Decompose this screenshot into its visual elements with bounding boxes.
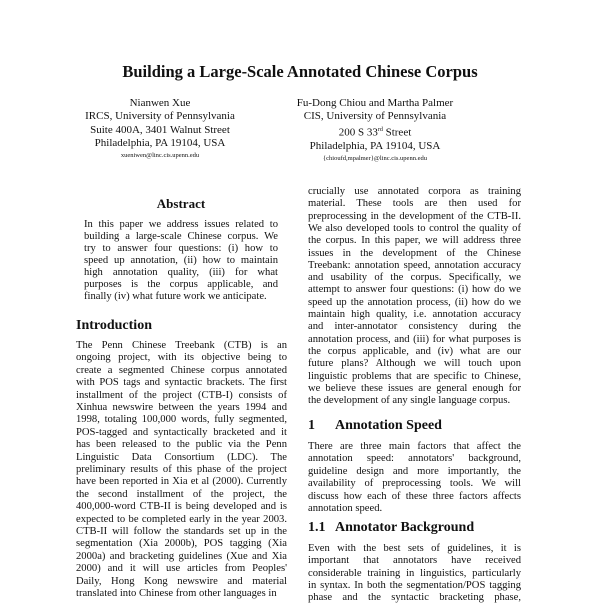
introduction-line: with POS tags and syntactic brackets. The first: [76, 377, 287, 389]
introduction-line: 2000) and it will use articles from Peoples': [76, 563, 287, 575]
section-1-1-line: in syntax. In both the segmentation/POS tagging: [308, 579, 521, 591]
author-block-2: [245, 97, 505, 165]
introduction-line: expected to be completed early in the year 2003.: [76, 513, 287, 525]
introduction-line-continued: issues in the development of the Chinese: [308, 247, 521, 259]
introduction-line-continued: the corpus. In this paper, we will address three: [308, 235, 521, 247]
section-1-1-line: Even with the best sets of guidelines, it is: [308, 543, 521, 554]
section-1-line: annotation speed: annotators' background,: [308, 453, 521, 465]
abstract-line: speed up annotation, (ii) how to maintain: [84, 255, 278, 266]
address-superscript: rd: [377, 126, 383, 133]
address-street: Street: [382, 126, 412, 139]
abstract-line: try to answer four questions: (i) how to: [84, 243, 278, 254]
introduction-line-continued: we believe these issues are general enough for: [308, 382, 521, 394]
author-city: Philadelphia, PA 19104, USA: [94, 136, 226, 149]
introduction-line-continued: and usability of the corpus. Specifically, we: [308, 272, 521, 284]
author-name: Nianwen Xue: [129, 97, 191, 109]
introduction-line: the second installment of the project, the: [76, 488, 287, 500]
section-1-line: guideline design and more importantly, the: [308, 465, 521, 477]
introduction-line-continued: maintain high quality, i.e. annotation accuracy: [308, 309, 521, 320]
section-1-heading: [308, 418, 442, 434]
address-street-number: 200 S 33: [338, 126, 378, 139]
abstract-heading: Abstract: [156, 196, 206, 211]
introduction-line-continued: the corpus applicable, and (iv) what are our: [308, 345, 521, 357]
author-address: [245, 124, 505, 140]
section-title: Annotation Speed: [335, 418, 442, 433]
introduction-line-continued: crucially use annotated corpora as training: [308, 186, 521, 197]
introduction-heading: Introduction: [76, 318, 152, 333]
author-name: Fu-Dong Chiou and Martha Palmer: [296, 97, 454, 109]
introduction-line-continued: linguistic problems that are specific to Chinese,: [308, 370, 521, 382]
section-title: Annotator Background: [335, 520, 475, 535]
section-number: 1: [308, 418, 315, 433]
introduction-line: segmentation (Xia 2000b), POS tagging (Xia: [76, 538, 287, 550]
introduction-line-continued: attempt to answer four questions: (i) how do we: [308, 284, 521, 296]
abstract-line: high annotation quality, (iii) for what: [84, 267, 278, 278]
section-1-line: availability of preprocessing tools. We will: [308, 478, 521, 490]
paper-title: Building a Large-Scale Annotated Chinese Corpus: [122, 62, 478, 81]
introduction-line: translated into Chinese from other languages in: [76, 588, 277, 599]
introduction-line-continued: preprocessing in the development of the CTB-II.: [308, 210, 521, 222]
introduction-line: Daily, Hong Kong newswire and material: [76, 575, 287, 587]
abstract-line: building a large-scale Chinese corpus. We: [84, 231, 278, 242]
section-1-line: There are three main factors that affect the: [308, 441, 521, 452]
author-city: Philadelphia, PA 19104, USA: [309, 139, 441, 152]
abstract-line: In this paper we address issues related to: [84, 219, 278, 230]
section-1-line: discuss how each of these three factors affects: [308, 490, 521, 502]
introduction-line: CTB-II will follow the standards set up in the: [76, 526, 287, 537]
section-number: 1.1: [308, 520, 326, 535]
introduction-line-continued: speed up the annotation process, (ii) how do we: [308, 296, 521, 308]
abstract-line: finally (iv) what future work we anticipate.: [84, 291, 267, 302]
introduction-line-continued: and inter-annotator consistency during the: [308, 321, 521, 333]
abstract-line: purposes is the corpus applicable, and: [84, 279, 278, 290]
introduction-line: create a segmented Chinese corpus annotated: [76, 364, 287, 376]
introduction-line: Linguistic Data Consortium (LDC). The: [76, 451, 287, 463]
section-1-1-line: considerable training in linguistics, particularly: [308, 567, 521, 579]
section-1-1-line: phase and the syntactic bracketing phase,: [308, 592, 521, 604]
introduction-line: The Penn Chinese Treebank (CTB) is an: [76, 340, 287, 351]
author-affiliation: IRCS, University of Pennsylvania: [85, 110, 235, 123]
introduction-line-continued: future plans? Although we will touch upon: [308, 358, 521, 370]
section-1-1-heading: [308, 520, 474, 536]
author-address: Suite 400A, 3401 Walnut Street: [90, 123, 230, 136]
section-1-1-line: important that annotators have received: [308, 555, 521, 567]
introduction-line-continued: material. These tools are then used for: [308, 198, 521, 210]
introduction-line: 2000a) and bracketing guidelines (Xue and Xia: [76, 550, 287, 562]
introduction-line-continued: We also developed tools to control the quality of: [308, 222, 521, 234]
introduction-line: POS-tagged and syntactically bracketed and it: [76, 426, 287, 438]
introduction-line-continued: the development of any single language corpus.: [308, 395, 511, 407]
introduction-line-continued: Treebank: annotation speed, annotation accuracy: [308, 259, 521, 271]
author-affiliation: CIS, University of Pennsylvania: [303, 110, 447, 123]
introduction-line: 1998, totaling 100,000 words, fully segmented,: [76, 414, 287, 426]
introduction-line: Xinhua newswire between the years 1994 and: [76, 402, 287, 413]
introduction-line: have been reported in Xia et al (2000). Currently: [76, 476, 287, 488]
author-email: {chioufd,mpalmer}@linc.cis.upenn.edu: [323, 154, 427, 162]
author-email: xueniwen@linc.cis.upenn.edu: [120, 152, 200, 160]
section-1-line: annotation speed.: [308, 503, 383, 514]
introduction-line: 400,000-word CTB-II is being developed and is: [76, 501, 287, 513]
introduction-line: ongoing project, with its objective being to: [76, 352, 287, 364]
introduction-line-continued: annotation process, and (iii) for what purposes is: [308, 333, 521, 345]
introduction-line: has been released to the public via the Penn: [76, 439, 287, 451]
introduction-line: preliminary results of this phase of the project: [76, 464, 287, 475]
introduction-line: installment of the project (CTB-I) consists of: [76, 389, 287, 401]
